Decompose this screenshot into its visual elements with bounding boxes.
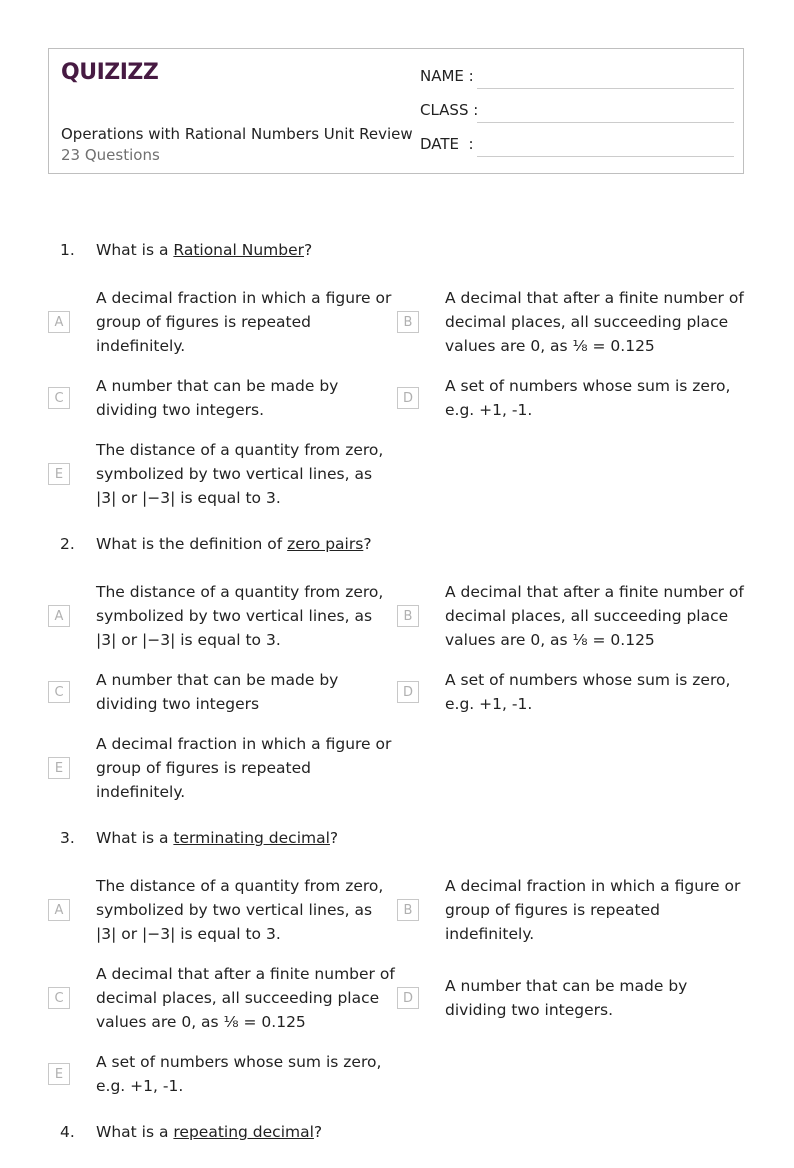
question-stem	[48, 826, 746, 850]
class-label: CLASS :	[420, 101, 479, 119]
option-letter-box[interactable]: A	[48, 311, 70, 333]
question-4	[48, 1120, 746, 1144]
option-letter-box[interactable]: E	[48, 757, 70, 779]
class-field[interactable]	[420, 101, 734, 123]
class-line[interactable]	[477, 122, 734, 123]
worksheet-title: Operations with Rational Numbers Unit Review	[61, 125, 413, 143]
question-term: repeating decimal	[173, 1123, 314, 1141]
option-a[interactable]	[48, 580, 397, 652]
option-text: A decimal fraction in which a figure or group of figures is repeated indefinitely.	[96, 735, 392, 801]
question-text	[96, 826, 338, 850]
question-count: 23 Questions	[61, 146, 160, 164]
option-letter-box[interactable]: E	[48, 463, 70, 485]
option-c[interactable]	[48, 668, 397, 716]
option-text: A decimal that after a finite number of decimal places, all succeeding place values are 0, as ⅛ = 0.125	[96, 965, 395, 1031]
question-stem	[48, 1120, 746, 1144]
option-letter-box[interactable]: B	[397, 605, 419, 627]
name-field[interactable]	[420, 67, 734, 89]
options-grid	[48, 286, 746, 510]
question-number: 2.	[60, 535, 75, 553]
question-2	[48, 532, 746, 804]
question-1	[48, 238, 746, 510]
question-text	[96, 532, 372, 556]
date-line[interactable]	[477, 156, 734, 157]
question-term: zero pairs	[287, 535, 364, 553]
option-text: A number that can be made by dividing two integers.	[96, 377, 339, 419]
question-term: terminating decimal	[173, 829, 330, 847]
question-prefix: What is a	[96, 829, 174, 847]
question-3	[48, 826, 746, 1098]
date-label: DATE :	[420, 135, 474, 153]
option-letter-box[interactable]: C	[48, 681, 70, 703]
option-letter-box[interactable]: C	[48, 987, 70, 1009]
option-text: A number that can be made by dividing two integers.	[445, 977, 688, 1019]
option-e[interactable]	[48, 732, 397, 804]
question-suffix: ?	[329, 829, 339, 847]
option-text: A set of numbers whose sum is zero, e.g. +1, -1.	[445, 377, 731, 419]
quizizz-logo: QUIZIZZ	[61, 60, 159, 85]
question-text	[96, 238, 312, 262]
question-term: Rational Number	[173, 241, 305, 259]
option-text: The distance of a quantity from zero, symbolized by two vertical lines, as |3| or |−3| is equal to 3.	[96, 583, 384, 649]
option-text: The distance of a quantity from zero, symbolized by two vertical lines, as |3| or |−3| is equal to 3.	[96, 441, 384, 507]
question-text	[96, 1120, 322, 1144]
option-b[interactable]	[397, 580, 746, 652]
date-field[interactable]	[420, 135, 734, 157]
option-text: A number that can be made by dividing two integers	[96, 671, 339, 713]
question-prefix: What is the definition of	[96, 535, 288, 553]
option-text: A decimal fraction in which a figure or group of figures is repeated indefinitely.	[445, 877, 741, 943]
name-label: NAME :	[420, 67, 474, 85]
question-number: 3.	[60, 829, 75, 847]
option-text: A set of numbers whose sum is zero, e.g. +1, -1.	[96, 1053, 382, 1095]
question-suffix: ?	[363, 535, 372, 553]
question-prefix: What is a	[96, 241, 174, 259]
option-letter-box[interactable]: D	[397, 681, 419, 703]
option-letter-box[interactable]: A	[48, 899, 70, 921]
worksheet-header	[48, 48, 744, 174]
question-number: 1.	[60, 241, 75, 259]
option-d[interactable]	[397, 668, 746, 716]
option-letter-box[interactable]: E	[48, 1063, 70, 1085]
option-b[interactable]	[397, 286, 746, 358]
option-letter-box[interactable]: B	[397, 899, 419, 921]
option-a[interactable]	[48, 286, 397, 358]
option-letter-box[interactable]: D	[397, 987, 419, 1009]
option-letter-box[interactable]: B	[397, 311, 419, 333]
option-e[interactable]	[48, 1050, 397, 1098]
option-text: A decimal that after a finite number of decimal places, all succeeding place values are 0, as ⅛ = 0.125	[445, 583, 744, 649]
option-text: The distance of a quantity from zero, symbolized by two vertical lines, as |3| or |−3| is equal to 3.	[96, 877, 384, 943]
option-b[interactable]	[397, 874, 746, 946]
question-stem	[48, 532, 746, 556]
option-text: A decimal fraction in which a figure or group of figures is repeated indefinitely.	[96, 289, 392, 355]
option-c[interactable]	[48, 374, 397, 422]
option-letter-box[interactable]: C	[48, 387, 70, 409]
option-letter-box[interactable]: D	[397, 387, 419, 409]
option-text: A decimal that after a finite number of decimal places, all succeeding place values are 0, as ⅛ = 0.125	[445, 289, 744, 355]
option-c[interactable]	[48, 962, 397, 1034]
option-a[interactable]	[48, 874, 397, 946]
option-d[interactable]	[397, 374, 746, 422]
question-number: 4.	[60, 1123, 75, 1141]
option-e[interactable]	[48, 438, 397, 510]
options-grid	[48, 874, 746, 1098]
option-d[interactable]	[397, 962, 746, 1034]
question-prefix: What is a	[96, 1123, 174, 1141]
question-suffix: ?	[313, 1123, 323, 1141]
options-grid	[48, 580, 746, 804]
question-stem	[48, 238, 746, 262]
option-letter-box[interactable]: A	[48, 605, 70, 627]
name-line[interactable]	[477, 88, 734, 89]
question-list	[48, 238, 746, 1168]
question-suffix: ?	[304, 241, 313, 259]
option-text: A set of numbers whose sum is zero, e.g. +1, -1.	[445, 671, 731, 713]
